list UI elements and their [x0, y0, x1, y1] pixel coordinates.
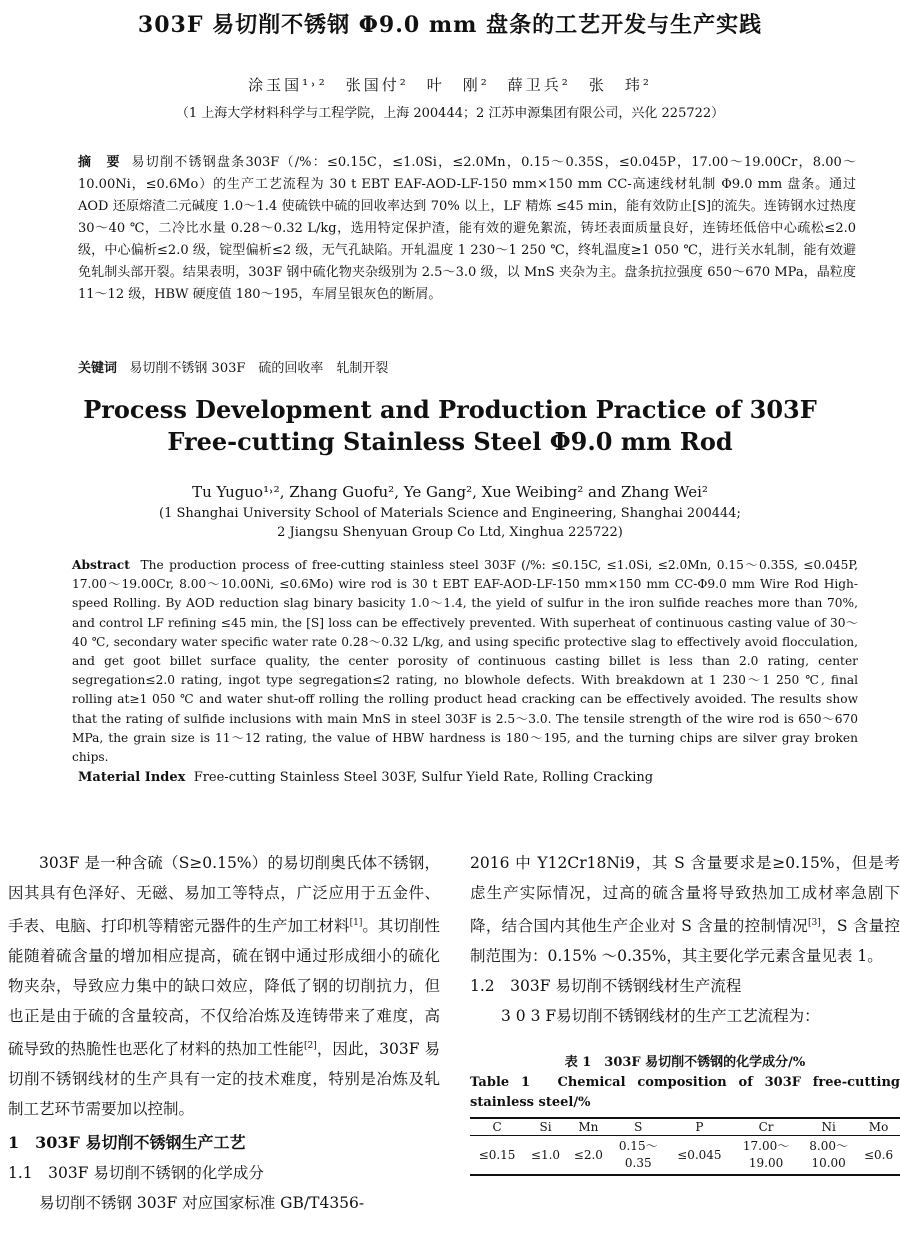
body-paragraph	[8, 848, 440, 1124]
citation-1: [1]	[349, 918, 363, 928]
keywords-chinese-text: 易切削不锈钢 303F 硫的回收率 轧制开裂	[129, 361, 389, 376]
table-caption-english: Table 1 Chemical composition of 303F free-cutting stainless steel/%	[470, 1075, 900, 1111]
body-text: ，因此，303F 易切削不锈钢线材的生产具有一定的技术难度，特别是冶炼及轧制工艺环节需要加以控制。	[8, 1040, 440, 1119]
keywords-english-label: Material Index	[78, 770, 186, 785]
affiliation-english-line1: (1 Shanghai University School of Materials Science and Engineering, Shanghai 200444;	[159, 506, 741, 521]
body-column-right	[470, 848, 900, 1176]
body-text: 。其切削性能随着硫含量的增加相应提高，硫在钢中通过形成细小的硫化物夹杂，导致应力集中的缺口效应，降低了钢的切削抗力，但也正是由于硫的含量较高，不仅给冶炼及连铸带来了难度，高硫导致的热脆性也恶化了材料的热加工性能	[8, 917, 440, 1059]
table-cell: ≤0.6	[857, 1136, 900, 1176]
title-english-line1: Process Development and Production Practice of 303F	[83, 395, 817, 424]
keywords-english-text: Free-cutting Stainless Steel 303F, Sulfur Yield Rate, Rolling Cracking	[193, 770, 654, 785]
title-chinese: 303F 易切削不锈钢 Φ9.0 mm 盘条的工艺开发与生产实践	[137, 12, 763, 38]
title-english	[0, 394, 900, 458]
table-header-cell: Cr	[732, 1118, 800, 1136]
citation-2: [2]	[304, 1041, 317, 1052]
authors-english: Tu Yuguo¹˒², Zhang Guofu², Ye Gang², Xue Weibing² and Zhang Wei²	[192, 483, 708, 501]
table-header-row	[470, 1118, 900, 1136]
table-cell: ≤0.045	[667, 1136, 732, 1176]
table-caption-chinese: 表 1 303F 易切削不锈钢的化学成分/%	[564, 1055, 806, 1071]
body-text: ，S 含量控制范围为：0.15% ～0.35%，其主要化学元素含量见表 1。	[470, 917, 900, 966]
title-english-line2: Free-cutting Stainless Steel Φ9.0 mm Rod	[167, 427, 733, 456]
keywords-english	[78, 770, 856, 785]
table-cell: ≤0.15	[470, 1136, 524, 1176]
table-header-cell: Mn	[567, 1118, 610, 1136]
table-header-cell: C	[470, 1118, 524, 1136]
abstract-chinese-label: 摘 要	[78, 155, 121, 170]
table-header-cell: P	[667, 1118, 732, 1136]
abstract-english-label: Abstract	[72, 558, 130, 572]
affiliation-english-line2: 2 Jiangsu Shenyuan Group Co Ltd, Xinghua 225722)	[277, 525, 623, 540]
body-text: 303F 是一种含硫（S≥0.15%）的易切削奥氏体不锈钢，因其具有色泽好、无磁、易加工等特点，广泛应用于五金件、手表、电脑、打印机等精密元器件的生产加工材料	[8, 854, 440, 936]
table-cell: ≤1.0	[524, 1136, 567, 1176]
table-cell: 8.00～ 10.00	[800, 1136, 857, 1176]
section-heading-1-1: 1.1 303F 易切削不锈钢的化学成分	[8, 1164, 264, 1183]
body-paragraph: 3 0 3 F易切削不锈钢线材的生产工艺流程为：	[501, 1007, 820, 1026]
table-cell: ≤2.0	[567, 1136, 610, 1176]
body-column-left	[8, 848, 440, 1218]
composition-table	[470, 1117, 900, 1176]
section-heading-1: 1 303F 易切削不锈钢生产工艺	[8, 1133, 246, 1153]
abstract-english	[72, 556, 858, 767]
body-paragraph	[470, 848, 900, 971]
section-heading-1-2: 1.2 303F 易切削不锈钢线材生产流程	[470, 977, 742, 996]
table-row	[470, 1136, 900, 1176]
body-text: 2016 中 Y12Cr18Ni9，其 S 含量要求是≥0.15%，但是考虑生产实际情况，过高的硫含量将导致热加工成材率急剧下降，结合国内其他生产企业对 S 含量的控制情况	[470, 854, 900, 936]
abstract-english-text: The production process of free-cutting stainless steel 303F (/%: ≤0.15C, ≤1.0Si, ≤2.0Mn, 0.15～0.35S, ≤0.045P, 17.00～19.00Cr, 8.00～10.00Ni, ≤0.6Mo) wire rod is 30 t EBT EAF-AOD-LF-150 mm×150 mm CC-Φ9.0 mm Wire Rod High-speed Rolling. By AOD reduction slag binary basicity 1.0～1.4, the yield of sulfur in the iron sulfide reaches more than 70%, and control LF refining ≤45 min, the [S] loss can be effectively prevented. With superheat of continuous casting value of 30～40 ℃, secondary water specific water rate 0.28～0.32 L/kg, and using specific protective slag to effectively avoid flocculation, and get goot billet surface quality, the center porosity of continuous casting billet is less than 2.0 rating, center segregation≤2.0 rating, ingot type segregation≤2 rating, no blowhole defects. With breakdown at 1 230～1 250 ℃, final rolling at≥1 050 ℃ and water shut-off rolling the rolling product head cracking can be effectively avoided. The results show that the rating of sulfide inclusions with main MnS in steel 303F is 2.5～3.0. The tensile strength of the wire rod is 650～670 MPa, the grain size is 11～12 rating, the value of HBW hardness is 180～195, and the turning chips are silver gray broken chips.	[72, 558, 858, 765]
affiliation-english	[0, 504, 900, 542]
citation-3: [3]	[808, 918, 821, 928]
abstract-chinese	[78, 152, 856, 306]
keywords-chinese	[78, 357, 856, 376]
table-cell: 17.00～ 19.00	[732, 1136, 800, 1176]
table-cell: 0.15～ 0.35	[610, 1136, 667, 1176]
abstract-chinese-text: 易切削不锈钢盘条303F（/%：≤0.15C，≤1.0Si，≤2.0Mn，0.15～0.35S，≤0.045P，17.00～19.00Cr，8.00～10.00Ni，≤0.6Mo）的生产工艺流程为 30 t EBT EAF-AOD-LF-150 mm×150 mm CC-高速线材轧制 Φ9.0 mm 盘条。通过 AOD 还原熔渣二元碱度 1.0～1.4 使硫铁中硫的回收率达到 70% 以上，LF 精炼 ≤45 min，能有效防止[S]的流失。连铸钢水过热度 30～40 ℃，二冷比水量 0.28～0.32 L/kg，选用特定保护渣，能有效的避免絮流，铸坯表面质量良好，连铸坯低倍中心疏松≤2.0 级，中心偏析≤2.0 级，锭型偏析≤2 级，无气孔缺陷。开轧温度 1 230～1 250 ℃，终轧温度≥1 050 ℃，进行关水轧制，能有效避免轧制头部开裂。结果表明，303F 钢中硫化物夹杂级别为 2.5～3.0 级，以 MnS 夹杂为主。盘条抗拉强度 650～670 MPa，晶粒度 11～12 级，HBW 硬度值 180～195，车屑呈银灰色的断屑。	[78, 155, 856, 302]
table-header-cell: Ni	[800, 1118, 857, 1136]
table-header-cell: S	[610, 1118, 667, 1136]
body-paragraph: 易切削不锈钢 303F 对应国家标准 GB/T4356-	[39, 1194, 365, 1213]
table-header-cell: Mo	[857, 1118, 900, 1136]
affiliation-chinese: （1 上海大学材料科学与工程学院，上海 200444；2 江苏申源集团有限公司，兴化 225722）	[175, 106, 725, 121]
authors-chinese: 涂玉国¹˒² 张国付² 叶 刚² 薛卫兵² 张 玮²	[248, 76, 652, 94]
table-header-cell: Si	[524, 1118, 567, 1136]
keywords-chinese-label: 关键词	[78, 361, 118, 376]
